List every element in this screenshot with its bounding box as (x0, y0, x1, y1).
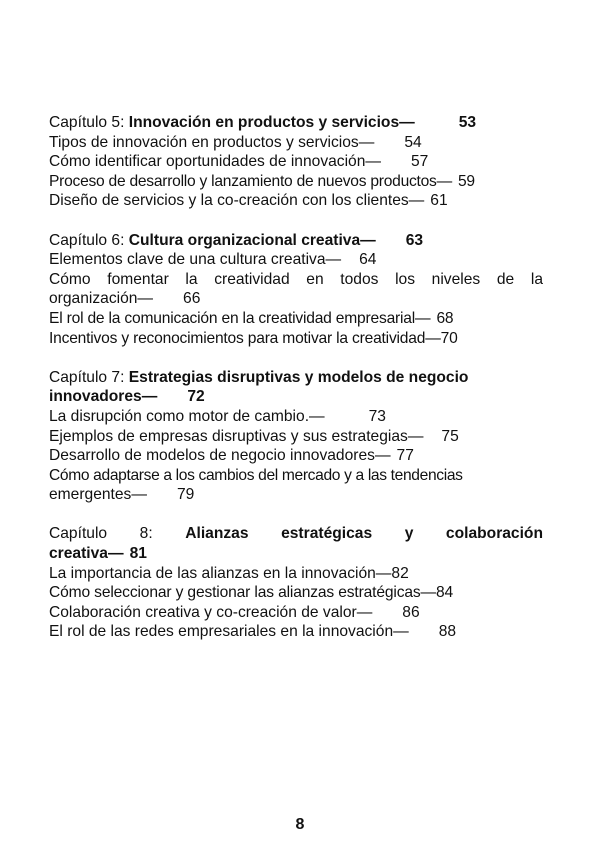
chapter-title-continued: innovadores— (49, 388, 158, 406)
toc-entry (49, 172, 543, 192)
entry-text: Colaboración creativa y co-creación de valor— (49, 603, 373, 621)
entry-page: 54 (404, 133, 422, 151)
entry-page: 59 (457, 172, 475, 190)
chapter-prefix: Capítulo 8: (49, 525, 186, 543)
chapter-title: Estrategias disruptivas y modelos de negocio (128, 368, 469, 386)
entry-text: Proceso de desarrollo y lanzamiento de nuevos productos— (49, 172, 452, 190)
chapter-prefix: Capítulo 6: (49, 231, 129, 249)
chapter-heading-line-1 (49, 368, 543, 388)
entry-text: Incentivos y reconocimientos para motivar la creatividad— (49, 329, 441, 347)
entry-page: 82 (391, 564, 409, 582)
chapter-page: 72 (187, 388, 205, 406)
toc-entry (49, 603, 543, 623)
entry-page: 66 (183, 290, 201, 308)
table-of-contents (49, 113, 543, 662)
entry-text: Cómo seleccionar y gestionar las alianzas estratégicas— (49, 584, 436, 602)
toc-entry (49, 309, 543, 329)
chapter-heading (49, 231, 543, 251)
toc-entry (49, 427, 543, 447)
chapter-heading-line-2 (49, 544, 543, 564)
toc-entry-line-2 (49, 289, 543, 309)
toc-entry (49, 564, 543, 584)
chapter-prefix: Capítulo 7: (49, 368, 129, 386)
chapter-heading (49, 113, 543, 133)
toc-entry (49, 152, 543, 172)
entry-page: 84 (435, 584, 454, 602)
entry-page: 68 (436, 309, 454, 327)
chapter-7 (49, 368, 543, 505)
entry-page: 61 (430, 192, 448, 210)
chapter-page: 53 (458, 114, 477, 131)
chapter-title: Cultura organizacional creativa— (128, 231, 376, 249)
entry-page: 73 (368, 407, 386, 425)
toc-entry (49, 583, 543, 603)
chapter-title: Innovación en productos y servicios— (128, 114, 415, 131)
toc-entry (49, 191, 543, 211)
entry-text: Tipos de innovación en productos y servicios— (49, 133, 375, 151)
chapter-title-continued: creativa— (49, 545, 124, 563)
page-number: 8 (295, 816, 305, 833)
toc-entry (49, 622, 543, 642)
chapter-8 (49, 524, 543, 642)
entry-text: Desarrollo de modelos de negocio innovadores— (49, 447, 391, 465)
entry-page: 77 (396, 447, 414, 465)
entry-page: 57 (411, 153, 429, 171)
entry-page: 70 (440, 329, 458, 347)
entry-text: emergentes— (49, 486, 147, 504)
toc-entry (49, 133, 543, 153)
toc-entry (49, 446, 543, 466)
entry-text: El rol de la comunicación en la creatividad empresarial— (49, 309, 431, 327)
toc-entry-line-2 (49, 485, 543, 505)
toc-entry (49, 329, 543, 349)
entry-text: organización— (49, 290, 154, 308)
entry-text: Diseño de servicios y la co-creación con los clientes— (49, 192, 425, 210)
entry-text: El rol de las redes empresariales en la innovación— (49, 623, 409, 641)
toc-entry (49, 407, 543, 427)
chapter-heading-line-1 (49, 524, 543, 544)
chapter-6 (49, 231, 543, 349)
toc-entry-line-1: Cómo adaptarse a los cambios del mercado y a las tendencias (49, 466, 463, 484)
entry-page: 79 (176, 486, 195, 504)
chapter-heading-line-2 (49, 387, 543, 407)
entry-text: La importancia de las alianzas en la innovación— (49, 564, 392, 582)
entry-page: 88 (438, 623, 457, 641)
entry-text: Elementos clave de una cultura creativa— (49, 251, 342, 269)
chapter-page: 81 (129, 545, 147, 563)
chapter-page: 63 (405, 231, 424, 249)
entry-text: La disrupción como motor de cambio.— (49, 407, 325, 425)
entry-page: 75 (441, 427, 459, 445)
chapter-title: Alianzas estratégicas y colaboración (185, 525, 543, 543)
entry-page: 64 (359, 251, 377, 269)
toc-entry-line-1: Cómo fomentar la creatividad en todos los niveles de la (49, 270, 543, 288)
chapter-5 (49, 113, 543, 211)
entry-text: Cómo identificar oportunidades de innovación— (49, 153, 381, 171)
entry-text: Ejemplos de empresas disruptivas y sus estrategias— (49, 427, 424, 445)
entry-page: 86 (402, 603, 420, 621)
chapter-prefix: Capítulo 5: (49, 114, 129, 131)
toc-entry (49, 250, 543, 270)
